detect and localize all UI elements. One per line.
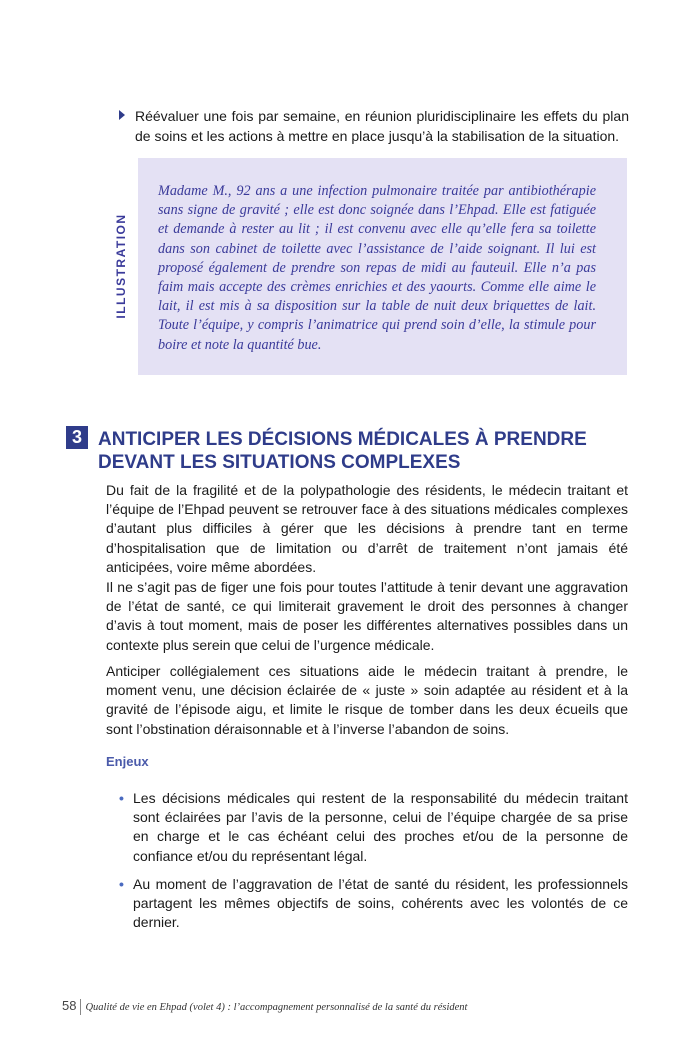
list-item-text: Les décisions médicales qui restent de la responsabilité du médecin traitant sont éclairées par l’avis de la personne, celui de l’équipe chargée de sa prise en charge et le cas échéant celui des proches et/ou de la personne de confiance et/ou du représentant légal. <box>133 790 628 864</box>
enjeux-list <box>118 789 628 941</box>
footer-title: Qualité de vie en Ehpad (volet 4) : l’accompagnement personnalisé de la santé du résident <box>85 1002 468 1013</box>
arrow-bullet-text: Réévaluer une fois par semaine, en réunion pluridisciplinaire les effets du plan de soins et les actions à mettre en place jusqu’à la stabilisation de la situation. <box>135 108 629 144</box>
illustration-label: ILLUSTRATION <box>114 213 128 319</box>
bullet-dot-icon: • <box>119 875 124 892</box>
page-number: 58 <box>62 998 77 1013</box>
bullet-dot-icon: • <box>119 790 124 806</box>
page-footer <box>62 997 467 1015</box>
body-paragraph: Du fait de la fragilité et de la polypathologie des résidents, le médecin traitant et l’équipe de l’Ehpad peuvent se retrouver face à des situations médicales complexes d’autant plus difficiles à gérer que les décisions à prendre tant en terme d’hospitalisation que de limitation ou d’arrêt de traitement n’ont jamais été anticipées, voire même abordées. <box>106 482 628 575</box>
section-title: ANTICIPER LES DÉCISIONS MÉDICALES À PRENDRE DEVANT LES SITUATIONS COMPLEXES <box>98 429 587 473</box>
arrow-bullet-item <box>119 106 629 146</box>
triangle-bullet-icon <box>119 110 125 120</box>
section-number-badge: 3 <box>66 426 88 449</box>
body-paragraph: Anticiper collégialement ces situations aide le médecin traitant à prendre, le moment venu, une décision éclairée de « juste » soin adaptée au résident et à la gravité de l’épisode aigu, et limite le risque de tomber dans les deux écueils que sont l’obstination déraisonnable et à l’inverse l’abandon de soins. <box>106 663 628 737</box>
illustration-tab <box>106 158 138 375</box>
illustration-text: Madame M., 92 ans a une infection pulmonaire traitée par antibiothérapie sans signe de gravité ; elle est donc soignée dans l’Ehpad. Elle est fatiguée et demande à rester au lit ; il est convenu avec elle qu’elle fera sa toilette dans son cabinet de toilette avec l’assistance de l’aide soignant. Il lui est proposé également de prendre son repas de midi au fauteuil. Elle n’a pas faim mais accepte des crèmes enrichies et des yaourts. Comme elle aime le lait, il est mis à sa disposition sur la table de nuit deux briquettes de lait. Toute l’équipe, y compris l’animatrice qui prend soin d’elle, la stimule pour boire et note la quantité bue. <box>158 183 596 353</box>
list-item <box>118 789 628 866</box>
body-paragraph: Il ne s’agit pas de figer une fois pour toutes l’attitude à tenir devant une aggravation de l’état de santé, ce qui limiterait gravement le droit des personnes à changer d’avis à tout moment, mais de poser les différentes alternatives possibles dans un contexte plus serein que celui de l’urgence médicale. <box>106 579 628 653</box>
footer-divider <box>80 999 81 1015</box>
subheading-enjeux: Enjeux <box>106 754 149 769</box>
list-item <box>118 875 628 933</box>
list-item-text: Au moment de l’aggravation de l’état de santé du résident, les professionnels partagent les mêmes objectifs de soins, cohérents avec les volontés de ce dernier. <box>133 875 628 931</box>
illustration-box <box>106 158 627 375</box>
